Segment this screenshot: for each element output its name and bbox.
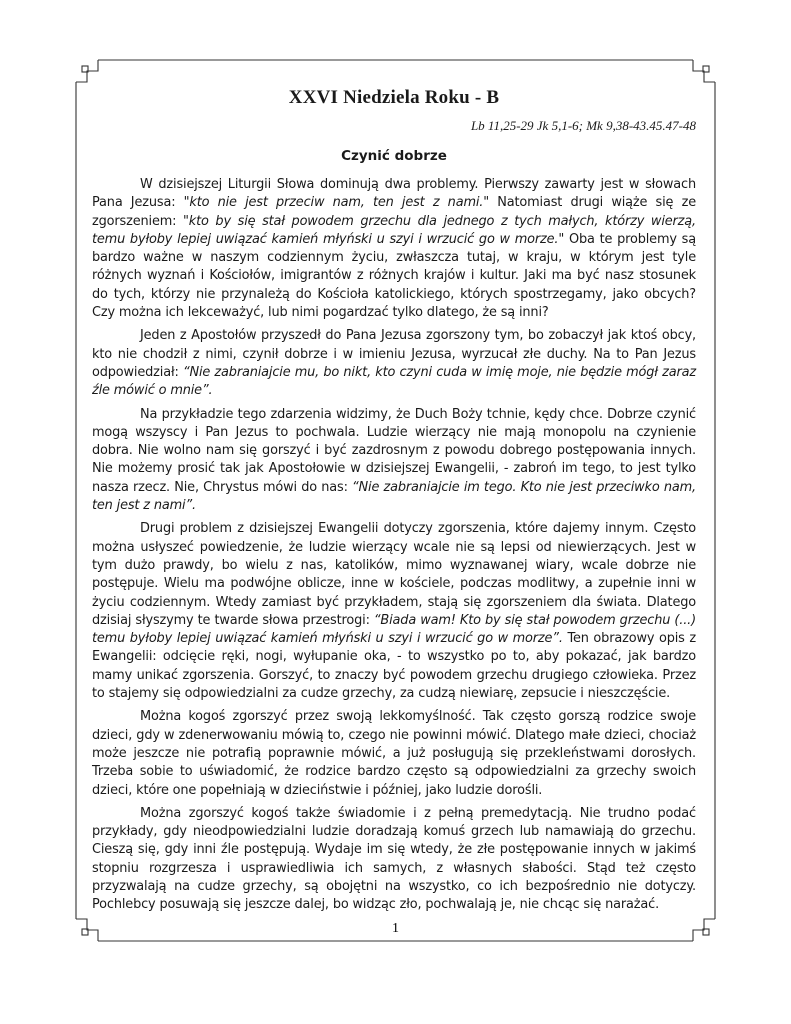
paragraph-text: Oba te problemy są bardzo ważne w naszym codziennym życiu, zwłaszcza tutaj, w kraju, w którym jest tyle różnych wyznań i Kościołów, imigrantów z różnych krajów i kultur. Jaki ma być nasz stosunek do tych, którzy nie przynależą do Kościoła katolickiego, których spostrzegamy, jako obcych? Czy można ich lekceważyć, lub nimi pogardzać tylko dlatego, że są inni?	[92, 231, 696, 321]
scripture-quote: "kto nie jest przeciw nam, ten jest z nami."	[183, 195, 490, 211]
paragraph-text: Natomiast drugi wiąże się ze zgorszeniem:	[92, 195, 696, 229]
page-title: XXVI Niedziela Roku - B	[288, 87, 500, 108]
page-number: 1	[392, 921, 399, 936]
body-paragraph	[92, 176, 696, 322]
scripture-quote: “Biada wam! Kto by się stał powodem grzechu (...) temu byłoby lepiej uwiązać kamień młyński u szyi i wrzucić go w morze”.	[92, 612, 696, 647]
paragraph-text: Jeden z Apostołów przyszedł do Pana Jezusa zgorszony tym, bo zobaczył jak ktoś obcy, kto nie chodził z nimi, czynił dobrze i w imieniu Jezusa, wyrzucał złe duchy. Na to Pan Jezus odpowiedział:	[92, 328, 696, 380]
homily-subtitle: Czynić dobrze	[341, 148, 447, 164]
body-paragraph	[92, 406, 696, 516]
scripture-quote: “Nie zabraniajcie mu, bo nikt, kto czyni cuda w imię moje, nie będzie mógł zaraz źle mówić o mnie”.	[92, 364, 696, 399]
homily-body	[92, 176, 696, 915]
paragraph-text: Ten obrazowy opis z Ewangelii: odcięcie ręki, nogi, wyłupanie oka, - to wszystko po to, aby pokazać, jak bardzo mamy unikać zgorszenia. Gorszyć, to znaczy być powodem grzechu drugiego człowieka. Przez to stajemy się odpowiedzialni za cudze grzechy, za cudzą niewiarę, zepsucie i nieszczęście.	[92, 631, 696, 702]
paragraph-text: Drugi problem z dzisiejszej Ewangelii dotyczy zgorszenia, które dajemy innym. Często można usłyszeć powiedzenie, że ludzie wierzący wcale nie są lepsi od niewierzących. Jest w tym dużo prawdy, bo wielu z nas, katolików, mimo wyznawanej wiary, wcale dobrze nie postępuje. Wielu ma podwójne oblicze, inne w kościele, podczas modlitwy, a zupełnie inni w życiu codziennym. Wtedy zamiast być przykładem, stają się zgorszeniem dla świata. Dlatego dzisiaj słyszymy te twarde słowa przestrogi:	[92, 521, 696, 628]
paragraph-text: W dzisiejszej Liturgii Słowa dominują dwa problemy. Pierwszy zawarty jest w słowach Pana Jezusa:	[92, 177, 696, 211]
paragraph-text: Na przykładzie tego zdarzenia widzimy, że Duch Boży tchnie, kędy chce. Dobrze czynić mogą wszyscy i Pan Jezus to pochwala. Ludzie wierzący nie mają monopolu na czynienie dobra. Nie wolno nam się gorszyć i być zazdrosnym z powodu dobrego postępowania innych. Nie możemy prosić tak jak Apostołowie w dzisiejszej Ewangelii, - zabroń im tego, to jest tylko nasza rzecz. Nie, Chrystus mówi do nas:	[92, 406, 696, 495]
scripture-readings: Lb 11,25-29 Jk 5,1-6; Mk 9,38-43.45.47-48	[470, 118, 696, 133]
document-page	[92, 80, 696, 920]
paragraph-text: Można kogoś zgorszyć przez swoją lekkomyślność. Tak często gorszą rodzice swoje dzieci, gdy w zdenerwowaniu mówią to, czego nie powinni mówić. Dlatego małe dzieci, chociaż może jeszcze nie potrafią poprawnie mówić, a już posługują się przekleństwami dorosłych. Trzeba sobie to uświadomić, że rodzice bardzo często są odpowiedzialni za grzechy swoich dzieci, które one popełniają w dzieciństwie i później, jako ludzie dorośli.	[92, 709, 696, 798]
body-paragraph	[92, 708, 696, 799]
body-paragraph	[92, 327, 696, 400]
scripture-quote: "kto by się stał powodem grzechu dla jednego z tych małych, którzy wierzą, temu byłoby lepiej uwiązać kamień młyński u szyi i wrzucić go w morze."	[92, 213, 696, 247]
body-paragraph	[92, 805, 696, 915]
paragraph-text: Można zgorszyć kogoś także świadomie i z pełną premedytacją. Nie trudno podać przykłady, gdy nieodpowiedzialni ludzie doradzają komuś grzech lub namawiają do grzechu. Cieszą się, gdy inni źle postępują. Wydaje im się wtedy, że złe postępowanie innych w jakimś stopniu rozgrzesza i usprawiedliwia ich samych, z własnych słabości. Stąd też często przyzwalają na cudze grzechy, są obojętni na wszystko, co ich bezpośrednio nie dotyczy. Pochlebcy posuwają się jeszcze dalej, bo widząc zło, pochwalają je, nie chcąc się narażać.	[92, 805, 696, 913]
scripture-quote: “Nie zabraniajcie im tego. Kto nie jest przeciwko nam, ten jest z nami”.	[92, 479, 696, 514]
body-paragraph	[92, 520, 696, 703]
